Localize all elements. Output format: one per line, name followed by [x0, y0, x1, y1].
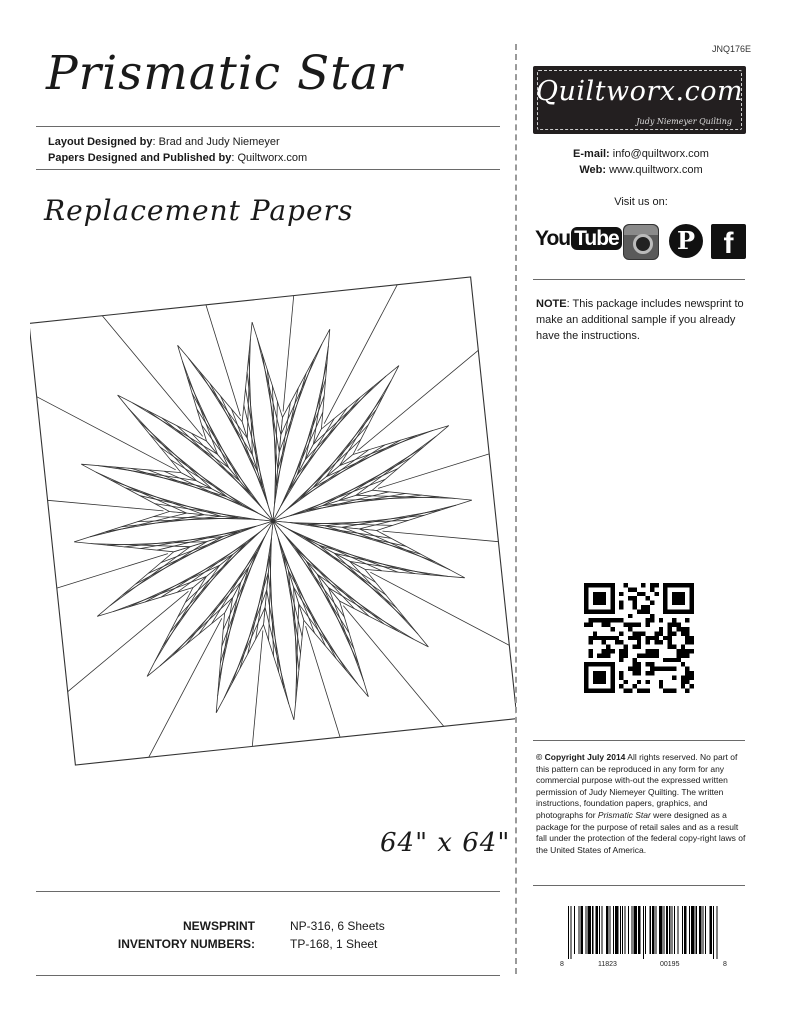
inventory-value-1: NP-316, 6 Sheets [290, 919, 385, 933]
qr-divider [533, 740, 745, 741]
copyright-text: © Copyright July 2014 All rights reserved. No part of this pattern can be reproduced in any form for any commercial purpose with-out the expressed written permission of Judy Niemeyer Quilting. The written instructions, foundation papers, graphics, and photographs for Prismatic Star were designed as a package for the purpose of retail sales and as a result fall under the protection of the federal copy-right laws of the United States of America. [536, 752, 746, 855]
barcode-digit-4: 8 [723, 961, 727, 968]
email-line[interactable]: E-mail: info@quiltworx.com [573, 148, 709, 160]
layout-credit: Layout Designed by: Brad and Judy Niemeyer [48, 136, 280, 148]
quilt-size: 64" x 64" [380, 828, 511, 858]
logo-subtext: Judy Niemeyer Quilting [636, 117, 732, 126]
barcode-digit-2: 11823 [598, 961, 617, 968]
upc-barcode [566, 906, 719, 959]
instagram-icon[interactable] [623, 224, 659, 260]
barcode-digit-1: 8 [560, 961, 564, 968]
barcode-digit-3: 00195 [660, 961, 680, 968]
social-links [535, 221, 747, 261]
facebook-icon[interactable]: f [711, 224, 746, 259]
logo-text: Quiltworx.com [535, 76, 744, 107]
inventory-value-2: TP-168, 1 Sheet [290, 937, 378, 951]
note-text: NOTE: This package includes newsprint to make an additional sample if you already have the instructions. [536, 298, 744, 342]
bottom-divider [36, 975, 500, 976]
inventory-label-1: NEWSPRINT [183, 919, 255, 933]
social-divider [533, 279, 745, 280]
contact-block [530, 146, 752, 178]
papers-credit: Papers Designed and Published by: Quiltworx.com [48, 152, 308, 164]
qr-code[interactable] [584, 583, 694, 693]
credits-block [48, 134, 307, 166]
column-divider [515, 44, 517, 974]
title-divider [36, 126, 500, 127]
youtube-icon[interactable]: You Tube [535, 227, 622, 251]
subtitle: Replacement Papers [44, 194, 354, 227]
quilt-star-diagram [30, 268, 516, 773]
copyright-divider [533, 885, 745, 886]
visit-label: Visit us on: [614, 196, 668, 208]
pattern-code: JNQ176E [711, 44, 751, 54]
quiltworx-logo[interactable] [533, 66, 746, 134]
page-title: Prismatic Star [46, 46, 403, 101]
inventory-label-2: INVENTORY NUMBERS: [117, 937, 255, 951]
pinterest-icon[interactable]: P [669, 224, 703, 258]
credits-divider [36, 169, 500, 170]
inventory-labels [100, 917, 255, 953]
web-line[interactable]: Web: www.quiltworx.com [579, 164, 703, 176]
size-divider [36, 891, 500, 892]
inventory-values [290, 917, 385, 953]
